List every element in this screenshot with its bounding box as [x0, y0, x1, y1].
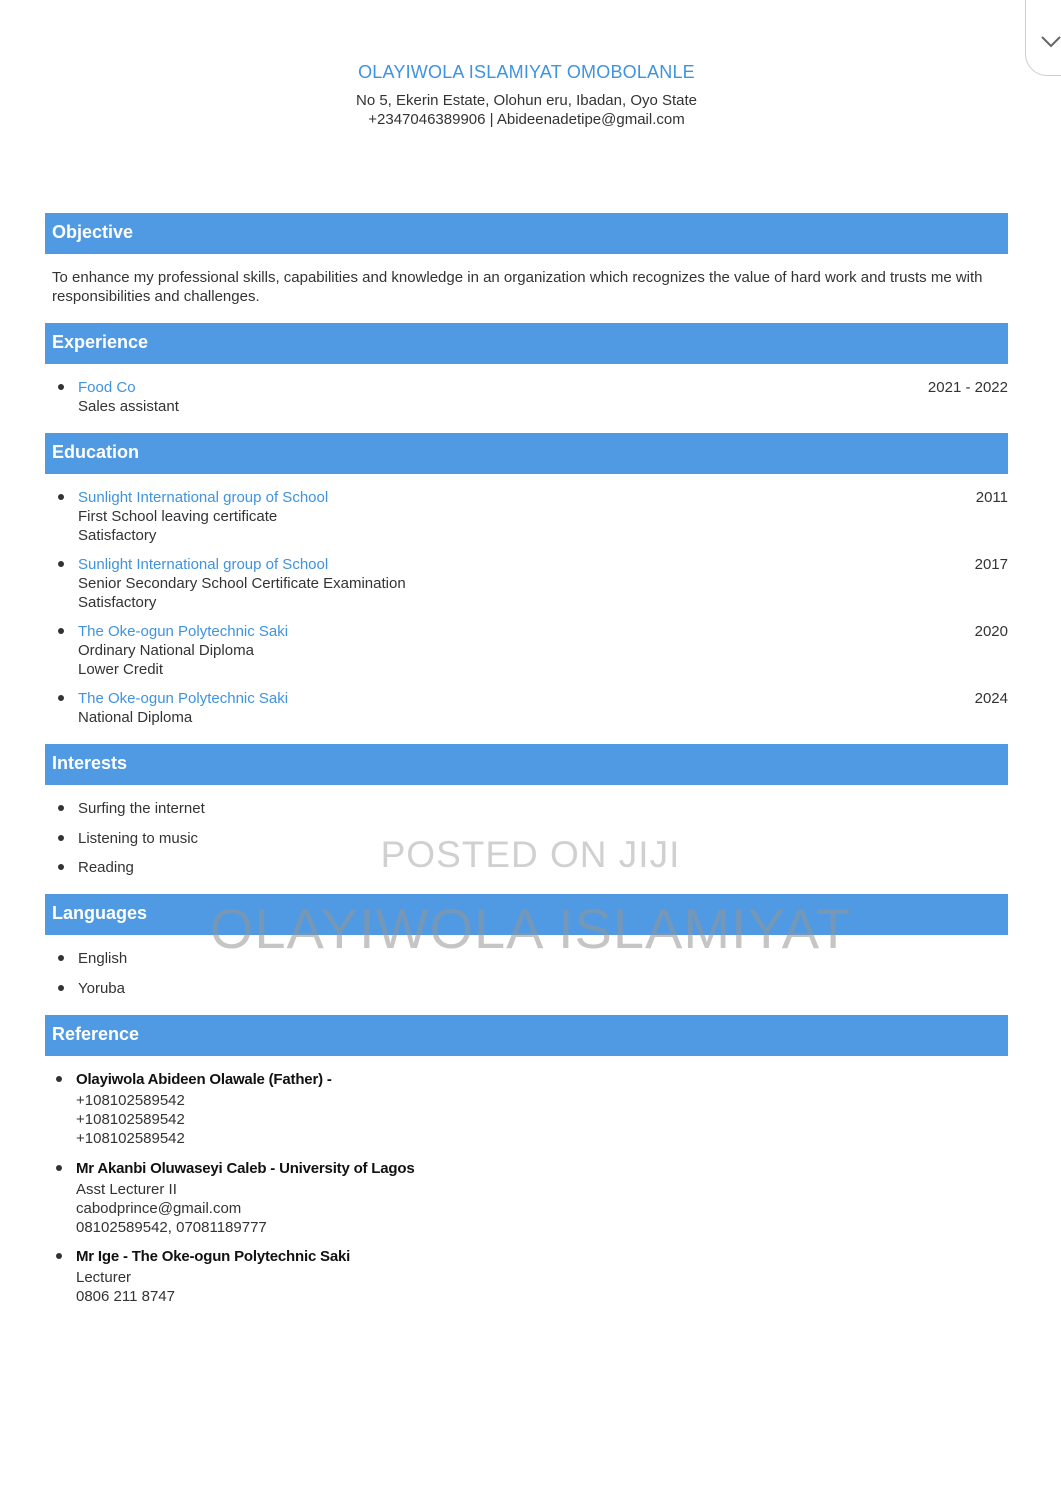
school-name: The Oke-ogun Polytechnic Saki	[78, 623, 289, 640]
qualification: First School leaving certificate	[78, 508, 278, 525]
section-reference-header: Reference	[45, 1015, 1008, 1056]
school-name: Sunlight International group of School	[78, 556, 329, 573]
phone-email: +2347046389906 | Abideenadetipe@gmail.com	[368, 111, 685, 128]
grade: Lower Credit	[78, 661, 164, 678]
grade: Satisfactory	[78, 527, 157, 544]
role: Sales assistant	[78, 398, 179, 415]
bullet	[58, 561, 64, 567]
bullet	[56, 1076, 62, 1082]
year: 2017	[974, 556, 1008, 573]
resume-header	[0, 62, 1053, 129]
address: No 5, Ekerin Estate, Olohun eru, Ibadan, Oyo State	[355, 92, 698, 109]
interest: Surfing the internet	[78, 800, 205, 817]
reference-detail: 0806 211 8747	[76, 1288, 175, 1305]
bullet	[58, 805, 64, 811]
year: 2011	[975, 489, 1008, 506]
section-objective-header: Objective	[45, 213, 1008, 254]
section-interests-header: Interests	[45, 744, 1008, 785]
year: 2020	[974, 623, 1008, 640]
bullet	[56, 1253, 62, 1259]
qualification: Ordinary National Diploma	[78, 642, 254, 659]
language: Yoruba	[78, 980, 125, 997]
section-languages-header: Languages	[45, 894, 1008, 935]
reference-detail: +108102589542	[76, 1092, 185, 1109]
reference-name: Olayiwola Abideen Olawale (Father) -	[76, 1071, 332, 1088]
section-experience-header: Experience	[45, 323, 1008, 364]
reference-detail: cabodprince@gmail.com	[76, 1200, 242, 1217]
company-name: Food Co	[78, 379, 136, 396]
grade: Satisfactory	[78, 594, 157, 611]
qualification: Senior Secondary School Certificate Examination	[78, 575, 406, 592]
section-education-header: Education	[45, 433, 1008, 474]
date-range: 2021 - 2022	[927, 379, 1008, 396]
school-name: Sunlight International group of School	[78, 489, 329, 506]
watermark-name: OLAYIWOLA ISLAMIYAT	[209, 897, 852, 960]
reference-detail: Asst Lecturer II	[76, 1181, 177, 1198]
reference-name: Mr Ige - The Oke-ogun Polytechnic Saki	[76, 1248, 351, 1265]
bullet	[56, 1165, 62, 1171]
watermark-posted: POSTED ON JIJI	[380, 834, 681, 875]
reference-detail: +108102589542	[76, 1111, 185, 1128]
reference-detail: +108102589542	[76, 1130, 185, 1147]
bullet	[58, 628, 64, 634]
bullet	[58, 384, 64, 390]
interest: Listening to music	[78, 830, 199, 847]
bullet	[58, 494, 64, 500]
qualification: National Diploma	[78, 709, 193, 726]
reference-detail: 08102589542, 07081189777	[76, 1219, 267, 1236]
reference-detail: Lecturer	[76, 1269, 132, 1286]
school-name: The Oke-ogun Polytechnic Saki	[78, 690, 289, 707]
objective-text: To enhance my professional skills, capabilities and knowledge in an organization which recognizes the value of hard work and trusts me with responsibilities and challenges.	[52, 269, 983, 305]
reference-name: Mr Akanbi Oluwaseyi Caleb - University of Lagos	[76, 1160, 415, 1177]
candidate-name: OLAYIWOLA ISLAMIYAT OMOBOLANLE	[358, 62, 695, 82]
language: English	[78, 950, 128, 967]
chevron-down-icon	[1040, 35, 1061, 49]
year: 2024	[974, 690, 1008, 707]
bullet	[58, 985, 64, 991]
bullet	[58, 695, 64, 701]
interest: Reading	[78, 859, 134, 876]
